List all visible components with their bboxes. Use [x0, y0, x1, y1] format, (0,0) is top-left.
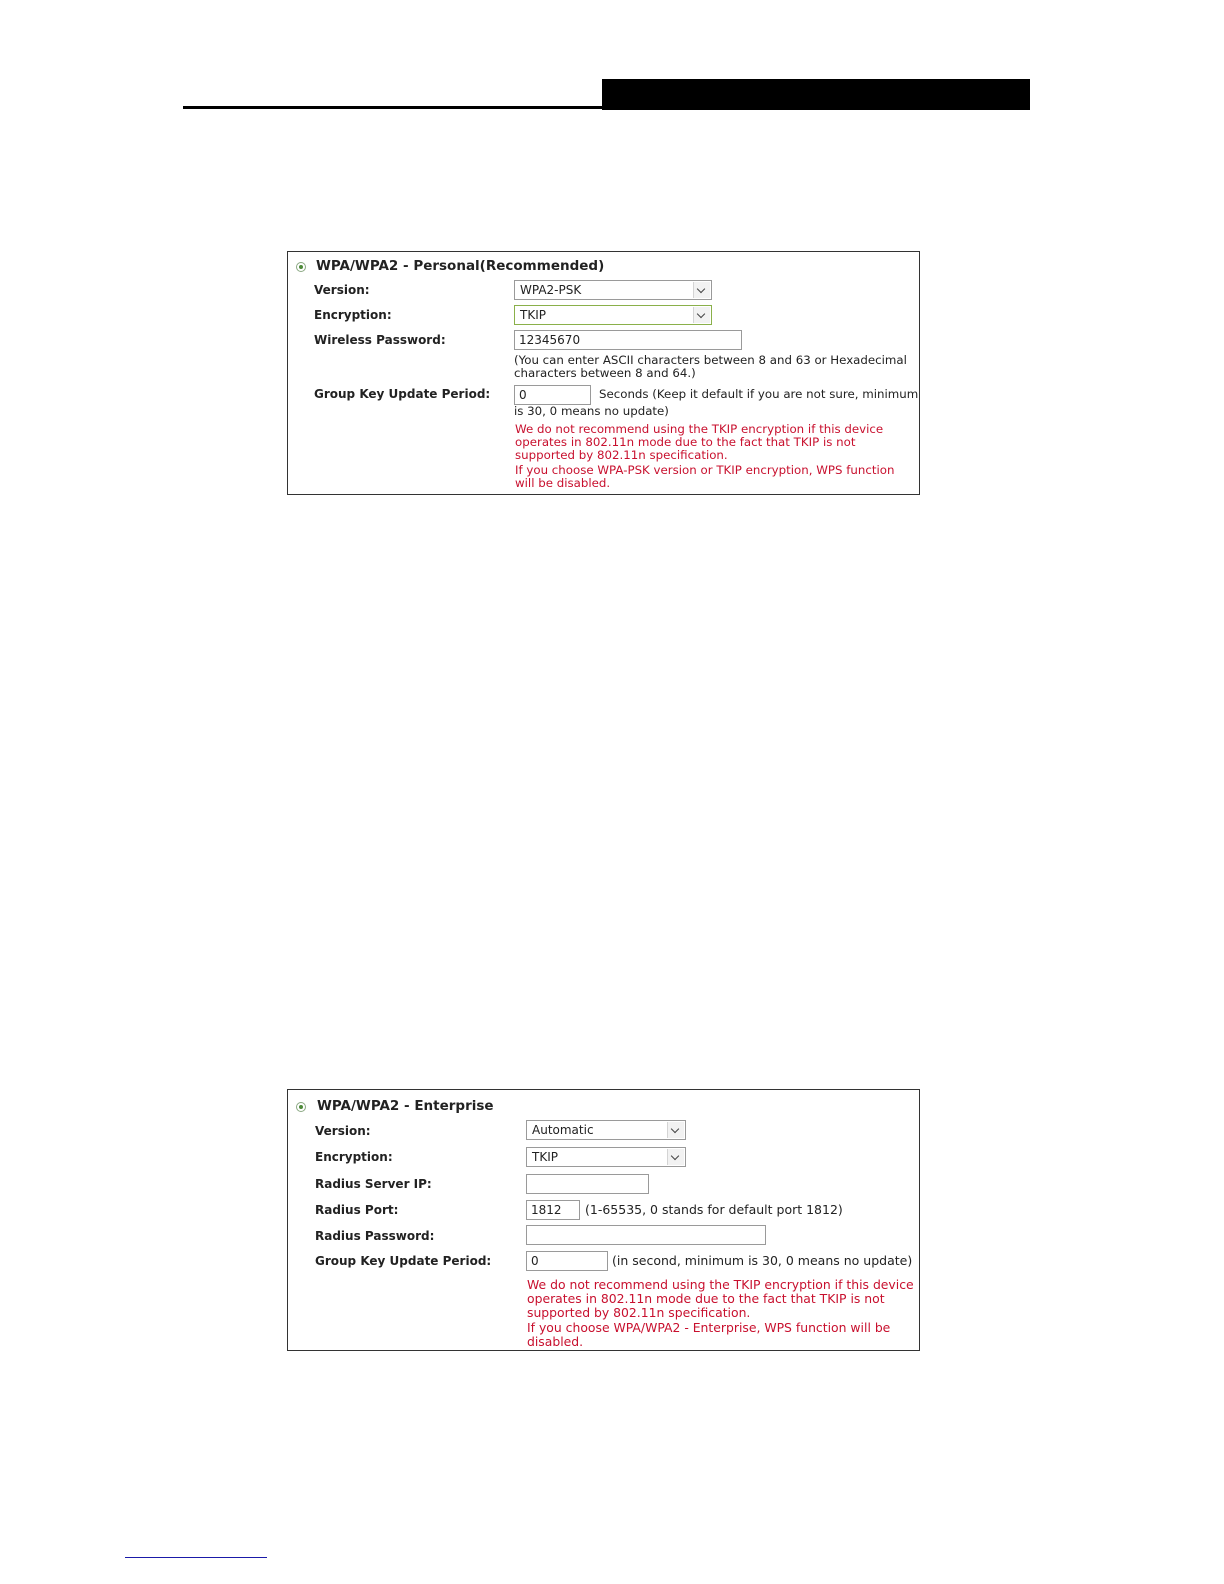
- encryption-select[interactable]: [526, 1147, 686, 1167]
- radio-selected-icon[interactable]: [296, 1102, 306, 1112]
- footer-link-underline[interactable]: [125, 1557, 267, 1558]
- wpa-enterprise-panel: [287, 1089, 920, 1351]
- radius-port-input[interactable]: [526, 1200, 580, 1220]
- warning-line: operates in 802.11n mode due to the fact that TKIP is not: [527, 1291, 885, 1306]
- password-hint-line2: characters between 8 and 64.): [514, 366, 696, 380]
- panel-title: WPA/WPA2 - Enterprise: [317, 1098, 494, 1114]
- password-hint-line1: (You can enter ASCII characters between 8 and 63 or Hexadecimal: [514, 353, 907, 367]
- radius-port-hint: (1-65535, 0 stands for default port 1812): [585, 1202, 843, 1217]
- warning-line: supported by 802.11n specification.: [527, 1305, 751, 1320]
- version-label: Version:: [314, 283, 370, 297]
- version-label: Version:: [315, 1124, 371, 1138]
- radius-password-input[interactable]: [526, 1225, 766, 1245]
- password-input[interactable]: [514, 330, 742, 350]
- warning-line: We do not recommend using the TKIP encryption if this device: [527, 1277, 914, 1292]
- group-key-hint: (in second, minimum is 30, 0 means no update): [612, 1253, 913, 1268]
- warning-line: supported by 802.11n specification.: [515, 448, 728, 462]
- warning-line: If you choose WPA/WPA2 - Enterprise, WPS function will be: [527, 1320, 891, 1335]
- encryption-value: TKIP: [520, 308, 546, 322]
- warning-line: If you choose WPA-PSK version or TKIP encryption, WPS function: [515, 463, 895, 477]
- radius-ip-input[interactable]: [526, 1174, 649, 1194]
- version-value: Automatic: [532, 1123, 594, 1137]
- encryption-value: TKIP: [532, 1150, 558, 1164]
- radius-password-label: Radius Password:: [315, 1229, 435, 1243]
- password-label: Wireless Password:: [314, 333, 446, 347]
- group-key-label: Group Key Update Period:: [314, 387, 491, 401]
- group-key-input[interactable]: [526, 1251, 608, 1271]
- group-key-input[interactable]: [514, 385, 591, 405]
- chevron-down-icon: [693, 282, 710, 298]
- encryption-label: Encryption:: [314, 308, 392, 322]
- warning-line: will be disabled.: [515, 476, 611, 490]
- radio-selected-icon[interactable]: [296, 262, 306, 272]
- group-key-hint-line2: is 30, 0 means no update): [514, 404, 669, 418]
- group-key-hint-line1: Seconds (Keep it default if you are not sure, minimum: [599, 387, 919, 401]
- encryption-label: Encryption:: [315, 1150, 393, 1164]
- chevron-down-icon: [693, 307, 710, 323]
- warning-line: disabled.: [527, 1334, 584, 1349]
- version-select[interactable]: [514, 280, 712, 300]
- chevron-down-icon: [667, 1122, 684, 1138]
- warning-line: We do not recommend using the TKIP encryption if this device: [515, 422, 884, 436]
- chevron-down-icon: [667, 1149, 684, 1165]
- version-value: WPA2-PSK: [520, 283, 582, 297]
- group-key-label: Group Key Update Period:: [315, 1254, 492, 1268]
- radius-port-label: Radius Port:: [315, 1203, 399, 1217]
- radius-ip-label: Radius Server IP:: [315, 1177, 432, 1191]
- version-select[interactable]: [526, 1120, 686, 1140]
- wpa-personal-panel: [287, 251, 920, 495]
- encryption-select[interactable]: [514, 305, 712, 325]
- header-rule: [183, 106, 1030, 109]
- panel-title: WPA/WPA2 - Personal(Recommended): [316, 258, 605, 274]
- warning-line: operates in 802.11n mode due to the fact that TKIP is not: [515, 435, 856, 449]
